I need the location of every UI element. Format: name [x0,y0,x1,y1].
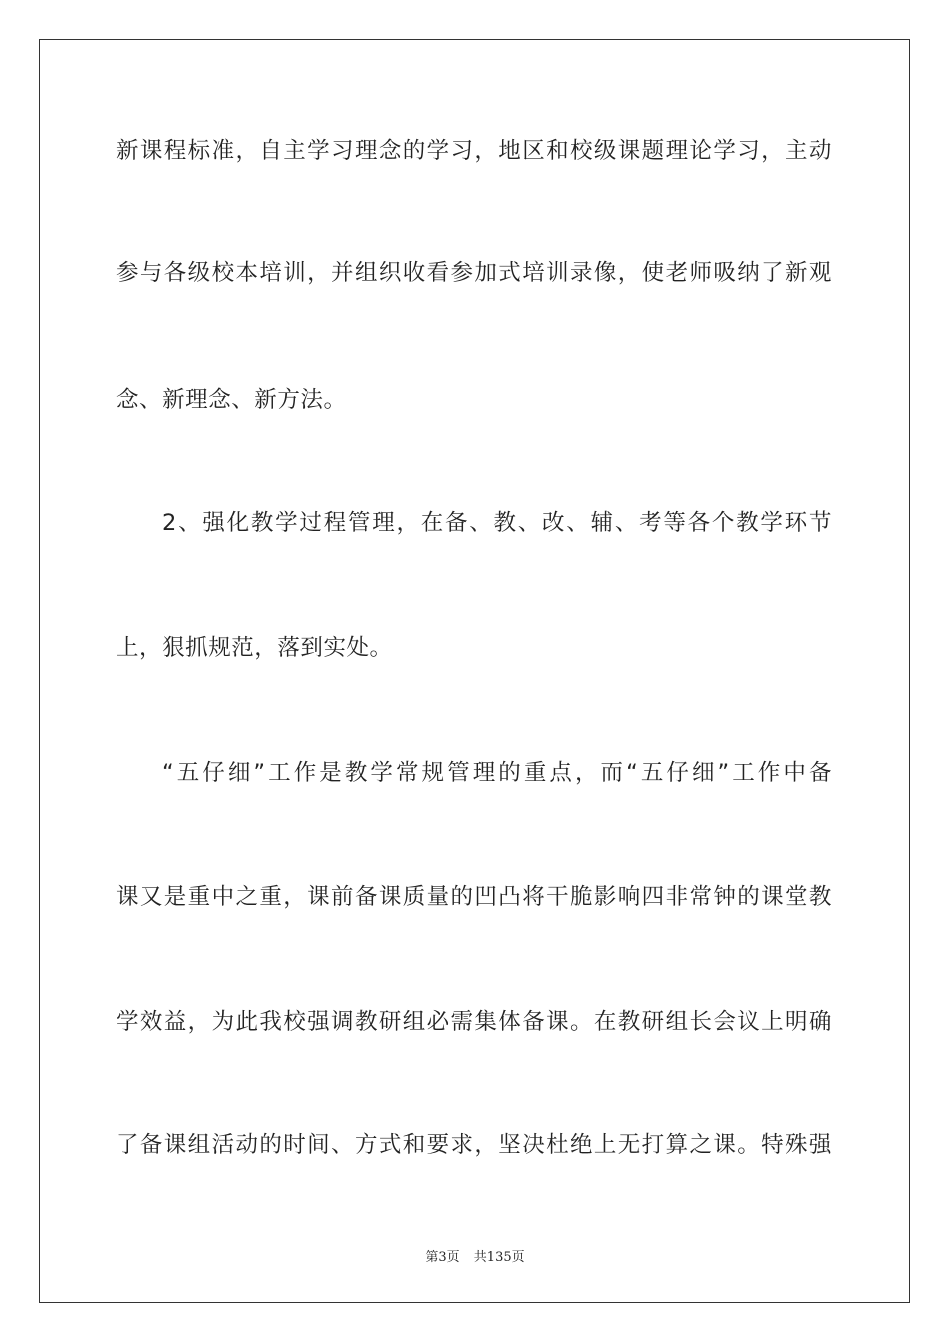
total-pages: 共135页 [473,1250,525,1265]
page-border [39,39,910,1303]
paragraph-line: 念、新理念、新方法。 [116,387,347,413]
paragraph-line: 上，狠抓规范，落到实处。 [116,635,393,661]
paragraph-line: 课又是重中之重，课前备课质量的凹凸将干脆影响四非常钟的课堂教 [116,884,832,910]
paragraph-line: 新课程标准，自主学习理念的学习，地区和校级课题理论学习，主动 [116,138,832,164]
page-number: 第3页 [425,1250,460,1265]
paragraph-line: 2、强化教学过程管理，在备、教、改、辅、考等各个教学环节 [162,510,832,536]
paragraph-line: 学效益，为此我校强调教研组必需集体备课。在教研组长会议上明确 [116,1009,832,1035]
paragraph-line: “五仔细”工作是教学常规管理的重点，而“五仔细”工作中备 [162,760,832,786]
paragraph-line: 参与各级校本培训，并组织收看参加式培训录像，使老师吸纳了新观 [116,260,832,286]
paragraph-line: 了备课组活动的时间、方式和要求，坚决杜绝上无打算之课。特殊强 [116,1132,832,1158]
page-footer [0,1246,950,1265]
